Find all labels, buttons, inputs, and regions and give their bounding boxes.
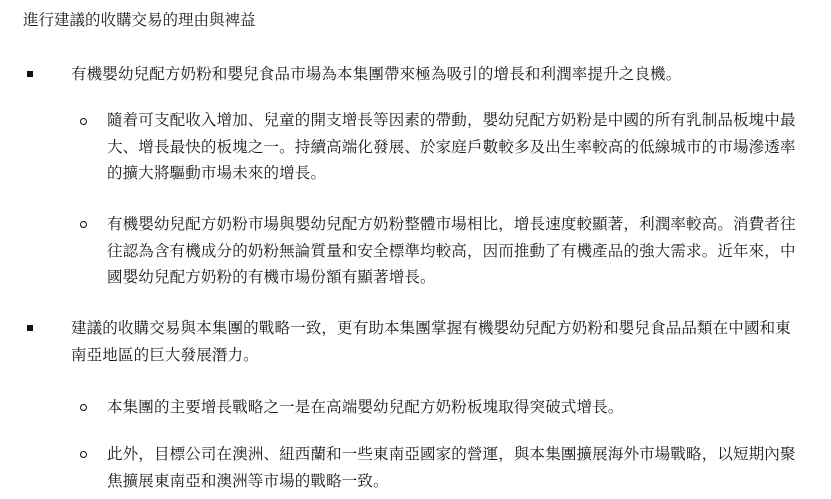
- circle-bullet-icon: [80, 118, 87, 125]
- section-heading: 進行建議的收購交易的理由與裨益: [23, 11, 256, 29]
- sub-point-2-1: 本集團的主要增長戰略之一是在高端嬰幼兒配方奶粉板塊取得突破式增長。: [107, 398, 624, 416]
- sub-point-2-2: 此外，目標公司在澳洲、紐西蘭和一些東南亞國家的營運，與本集團擴展海外市場戰略，以短期內聚焦擴展東南亞和澳洲等市場的戰略一致。: [107, 445, 796, 490]
- sub-point-1-1: 隨着可支配收入增加、兒童的開支增長等因素的帶動，嬰幼兒配方奶粉是中國的所有乳制品板塊中最大、增長最快的板塊之一。持續高端化發展、於家庭戶數較多及出生率較高的低線城市的市場滲透率的擴大將驅動市場未來的增長。: [107, 111, 796, 182]
- square-bullet-icon: [27, 325, 33, 331]
- bullet-point-1: 有機嬰幼兒配方奶粉和嬰兒食品市場為本集團帶來極為吸引的增長和利潤率提升之良機。: [71, 65, 682, 83]
- circle-bullet-icon: [80, 451, 87, 458]
- square-bullet-icon: [27, 71, 33, 77]
- bullet-point-2: 建議的收購交易與本集團的戰略一致，更有助本集團掌握有機嬰幼兒配方奶粉和嬰兒食品品類在中國和東南亞地區的巨大發展潛力。: [71, 319, 791, 364]
- circle-bullet-icon: [80, 221, 87, 228]
- circle-bullet-icon: [80, 404, 87, 411]
- sub-point-1-2: 有機嬰幼兒配方奶粉市場與嬰幼兒配方奶粉整體市場相比，增長速度較顯著，利潤率較高。消費者往往認為含有機成分的奶粉無論質量和安全標準均較高，因而推動了有機產品的強大需求。近年來，中國嬰幼兒配方奶粉的有機市場份額有顯著增長。: [107, 215, 796, 286]
